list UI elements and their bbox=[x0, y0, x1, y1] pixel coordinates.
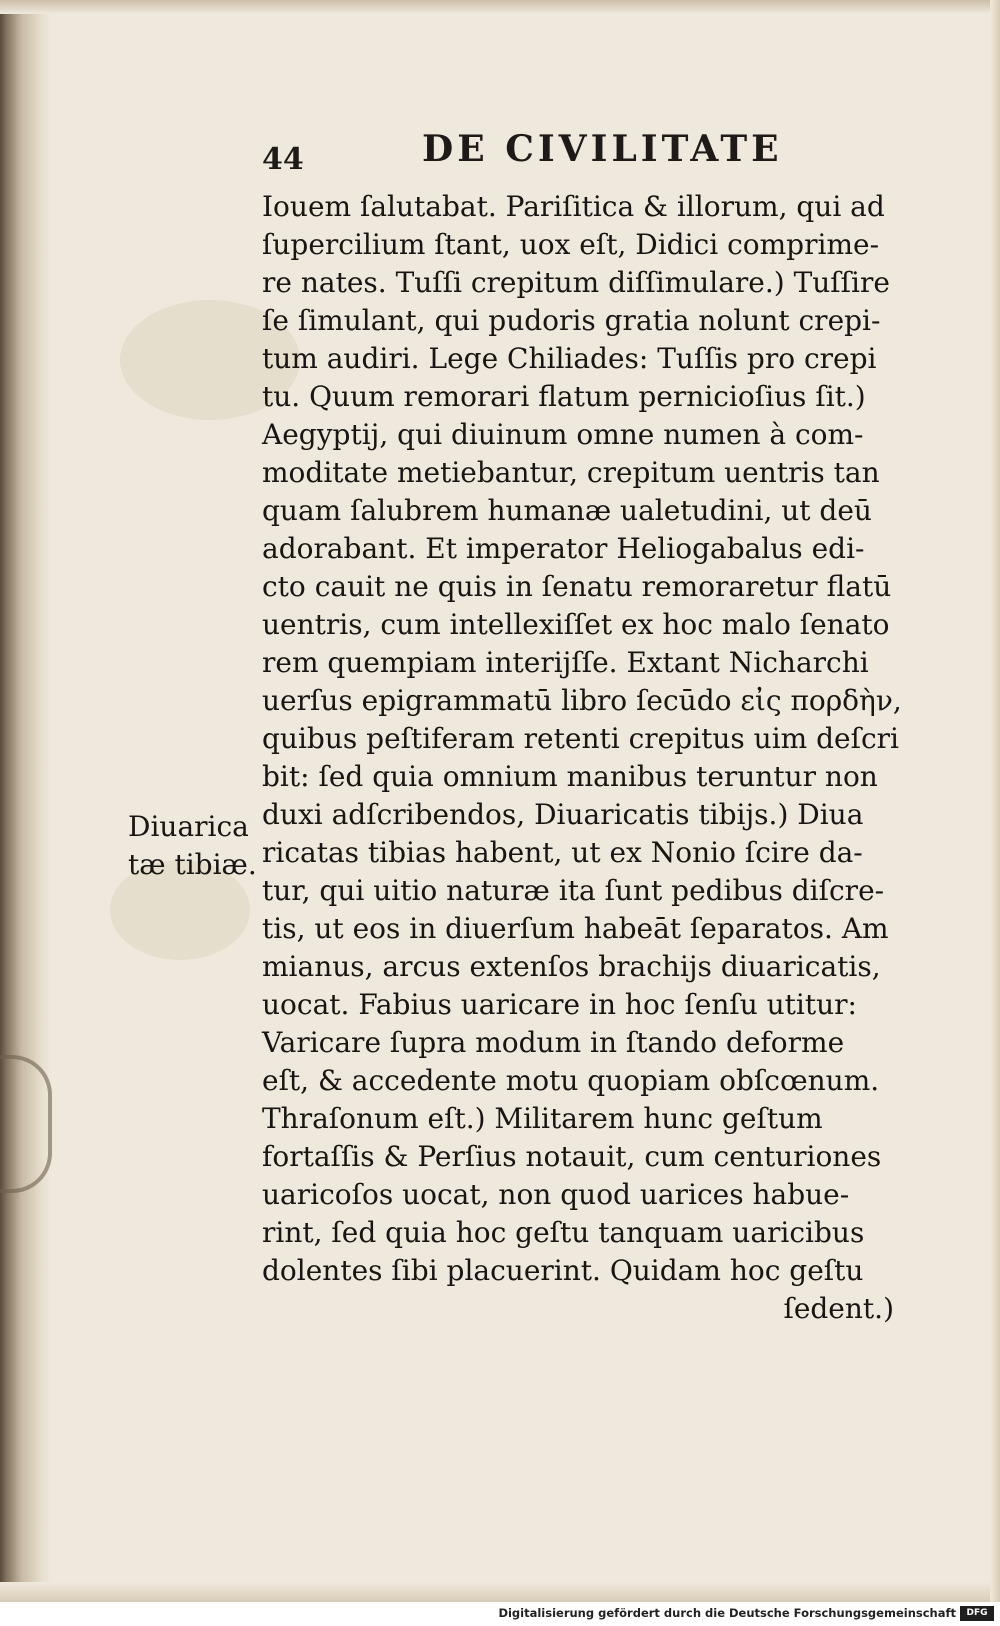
page-edge-right bbox=[990, 0, 1000, 1602]
text-line: cto cauit ne quis in ſenatu remoraretur flatū bbox=[262, 570, 892, 603]
text-line: uaricoſos uocat, non quod uarices habue- bbox=[262, 1178, 850, 1211]
text-line: ſe ſimulant, qui pudoris gratia nolunt crepi- bbox=[262, 304, 881, 337]
body-text bbox=[262, 188, 922, 1328]
book-gutter bbox=[0, 0, 52, 1602]
dfg-logo: DFG bbox=[960, 1606, 994, 1621]
text-line: tu. Quum remorari flatum pernicioſius ſit.) bbox=[262, 380, 866, 413]
text-line: quibus peſtiferam retenti crepitus uim deſcri bbox=[262, 722, 899, 755]
text-line: Iouem ſalutabat. Pariſitica & illorum, qui ad bbox=[262, 190, 885, 223]
text-line: adorabant. Et imperator Heliogabalus edi- bbox=[262, 532, 865, 565]
text-line: tis, ut eos in diuerſum habeāt ſeparatos. Am bbox=[262, 912, 889, 945]
text-line: quam ſalubrem humanæ ualetudini, ut deū bbox=[262, 494, 872, 527]
running-title: DE CIVILITATE bbox=[422, 128, 783, 170]
funding-credit: Digitalisierung gefördert durch die Deutsche Forschungsgemeinschaft bbox=[498, 1606, 956, 1620]
text-line: rem quempiam interijſſe. Extant Nicharchi bbox=[262, 646, 869, 679]
text-line: tur, qui uitio naturæ ita ſunt pedibus diſcre- bbox=[262, 874, 885, 907]
text-line: bit: ſed quia omnium manibus teruntur non bbox=[262, 760, 878, 793]
page-number: 44 bbox=[262, 142, 304, 177]
book-clasp bbox=[0, 1055, 52, 1193]
marginal-note-line: tæ tibiæ. bbox=[128, 848, 257, 881]
text-line: uentris, cum intellexiſſet ex hoc malo ſenato bbox=[262, 608, 890, 641]
footer-bar bbox=[0, 1602, 1000, 1626]
text-line: uocat. Fabius uaricare in hoc ſenſu utitur: bbox=[262, 988, 857, 1021]
text-line: dolentes ſibi placuerint. Quidam hoc geſtu bbox=[262, 1254, 864, 1287]
text-line: ricatas tibias habent, ut ex Nonio ſcire da- bbox=[262, 836, 863, 869]
text-line: rint, ſed quia hoc geſtu tanquam uaricibus bbox=[262, 1216, 865, 1249]
text-line: eſt, & accedente motu quopiam obſcœnum. bbox=[262, 1064, 880, 1097]
text-line: ſedent.) bbox=[783, 1292, 894, 1325]
page-header bbox=[262, 128, 922, 178]
text-line: uerſus epigrammatū libro ſecūdo εἰς πορδὴν, bbox=[262, 684, 902, 717]
marginal-note-line: Diuarica bbox=[128, 810, 249, 843]
text-line: fortaſſis & Perſius notauit, cum centuriones bbox=[262, 1140, 882, 1173]
text-line: Aegyptij, qui diuinum omne numen à com- bbox=[262, 418, 864, 451]
text-line: duxi adſcribendos, Diuaricatis tibijs.) Diua bbox=[262, 798, 864, 831]
page-edge-bottom bbox=[0, 1582, 1000, 1602]
text-line: moditate metiebantur, crepitum uentris tan bbox=[262, 456, 880, 489]
text-line: ſupercilium ſtant, uox eſt, Didici comprime- bbox=[262, 228, 880, 261]
page-edge-top bbox=[0, 0, 1000, 14]
text-line: Thraſonum eſt.) Militarem hunc geſtum bbox=[262, 1102, 823, 1135]
text-line: tum audiri. Lege Chiliades: Tuſſis pro crepi bbox=[262, 342, 877, 375]
text-line: re nates. Tuſſi crepitum diſſimulare.) Tuſſire bbox=[262, 266, 890, 299]
marginal-note bbox=[128, 808, 268, 884]
text-line: Varicare ſupra modum in ſtando deforme bbox=[262, 1026, 845, 1059]
text-line: mianus, arcus extenſos brachijs diuaricatis, bbox=[262, 950, 881, 983]
